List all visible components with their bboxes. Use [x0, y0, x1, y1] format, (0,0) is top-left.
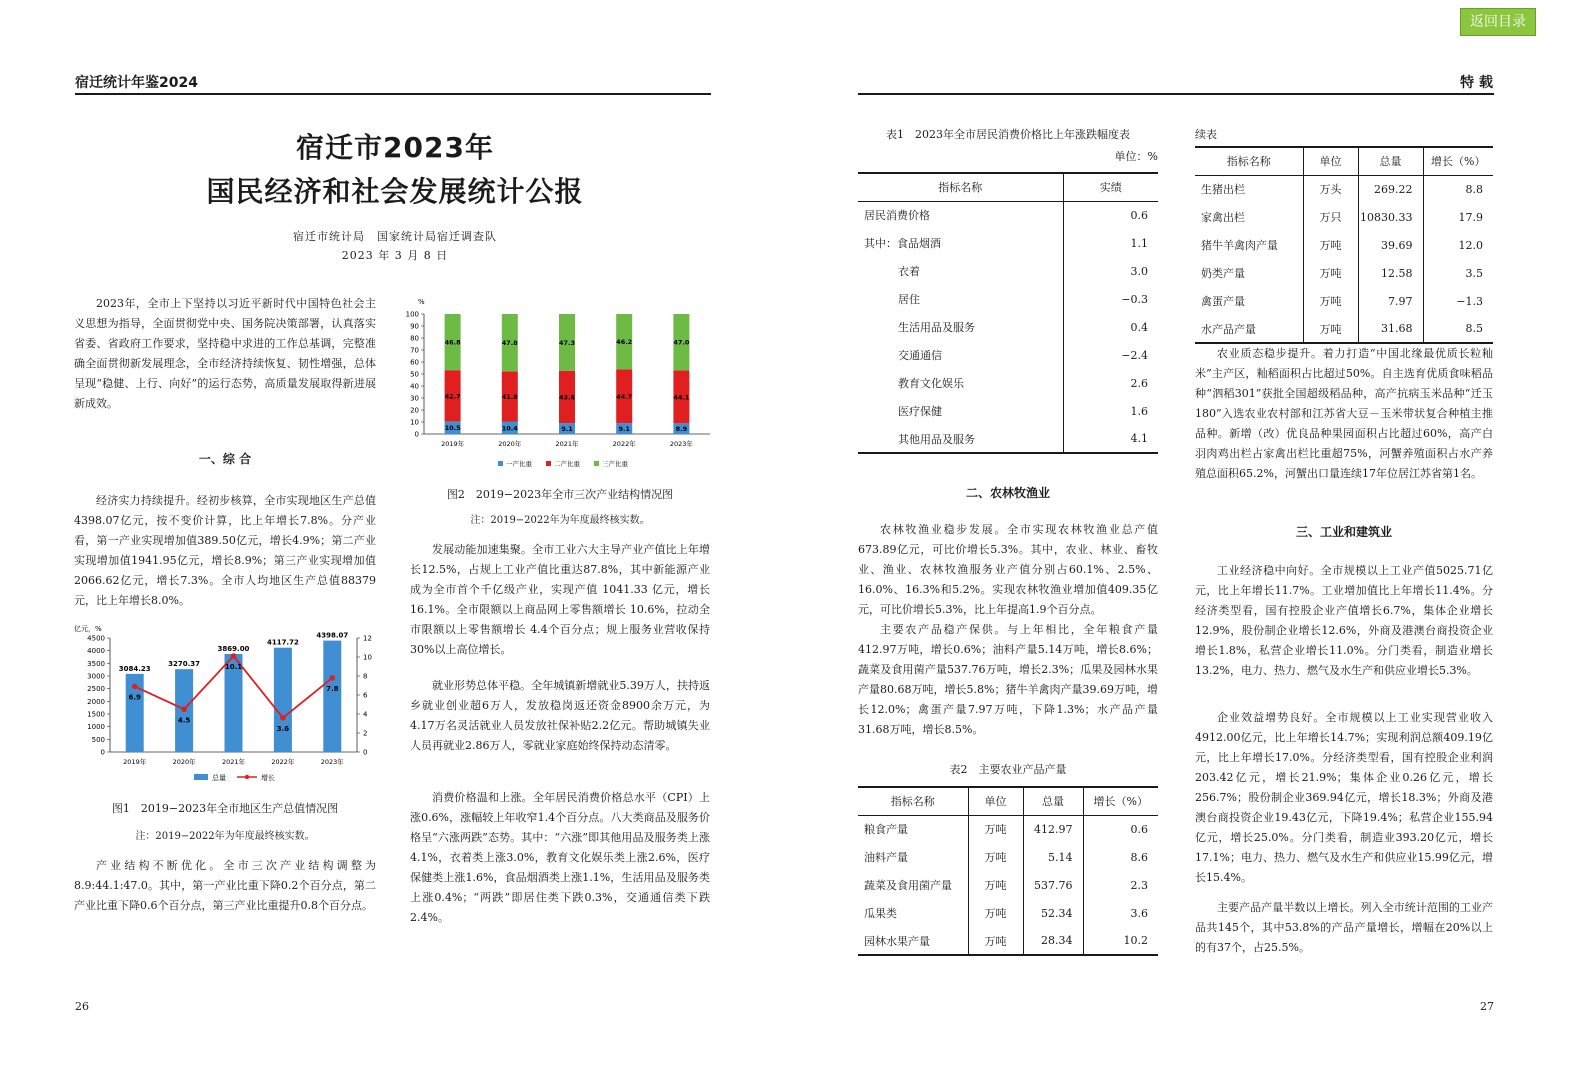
- gdp-bar-label: 4117.72: [266, 638, 299, 647]
- table-row: [858, 425, 1158, 453]
- segment-value-label: 8.9: [675, 425, 688, 434]
- indicator-name: 园林水果产量: [858, 927, 968, 955]
- right-axis-tick-label: 2: [363, 729, 368, 738]
- indicator-value: −0.3: [1121, 292, 1148, 306]
- table1-header-name: 指标名称: [858, 173, 1063, 201]
- indicator-total: 28.34: [1023, 927, 1083, 955]
- y-axis-tick-label: 70: [410, 346, 419, 355]
- figure1-note: 注：2019−2022年为年度最终核实数。: [135, 831, 315, 842]
- industry-paragraph: 工业经济稳中向好。全市规模以上工业产值5025.71亿元，比上年增长11.7%。工业增加值比上年增长11.4%。分经济类型看，国有控股企业产值增长6.7%，集体企业增长12.9%，股份制企业增长12.6%，外商及港澳台商投资企业增长1.8%，私营企业增长11.0%。分门类看，制造业增长13.2%，电力、热力、燃气及水生产和供应业增长5.3%。: [1195, 564, 1493, 677]
- y-axis-tick-label: 80: [410, 334, 419, 343]
- table-row: [858, 843, 1158, 871]
- indicator-value: 0.4: [1130, 320, 1148, 334]
- table-row: [1195, 259, 1493, 287]
- left-axis-tick-label: 500: [91, 735, 105, 744]
- table2c-header-total: 总量: [1358, 147, 1423, 175]
- prices-paragraph: 消费价格温和上涨。全年居民消费价格总水平（CPI）上涨0.6%，涨幅较上年收窄1.4个百分点。八大类商品及服务价格呈“六涨两跌”态势。其中：“六涨”即其他用品及服务类上涨4.1%，衣着类上涨3.0%，教育文化娱乐类上涨2.6%，医疗保健类上涨1.6%，食品烟酒类上涨1.1%，生活用品及服务类上涨0.4%；“两跌”即居住类下跌0.3%，交通通信类下跌2.4%。: [410, 791, 710, 924]
- products-paragraph: 主要农产品稳产保供。与上年相比，全年粮食产量412.97万吨，增长0.6%；油料产量5.14万吨，增长8.6%；蔬菜及食用菌产量537.76万吨，增长2.3%；瓜果及园林水果产量80.68万吨，增长5.8%；猪牛羊禽肉产量39.69万吨，增长12.0%；禽蛋产量7.97万吨，下降1.3%；水产品产量31.68万吨，增长8.5%。: [858, 623, 1158, 736]
- right-axis-tick-label: 8: [363, 672, 368, 681]
- industry-structure-chart: [398, 294, 718, 474]
- section2-heading: 二、农林牧渔业: [965, 486, 1050, 500]
- segment-value-label: 9.1: [561, 425, 573, 434]
- indicator-name: 生猪出栏: [1195, 175, 1303, 203]
- x-tick-label: 2020年: [172, 758, 196, 766]
- indicator-name: 居住: [858, 285, 1063, 313]
- table1-header-value: 实绩: [1063, 173, 1158, 201]
- table-row: [1195, 231, 1493, 259]
- structure-paragraph: 产业结构不断优化。全市三次产业结构调整为8.9:44.1:47.0。其中，第一产业比重下降0.2个百分点，第二产业比重下降0.6个百分点，第三产业比重提升0.8个百分点。: [74, 859, 376, 912]
- output-paragraph: 主要产品产量半数以上增长。列入全市统计范围的工业产品共145个，其中53.8%的产品产量增长，增幅在20%以上的有37个，占25.5%。: [1195, 901, 1493, 954]
- section3-heading: 三、工业和建筑业: [1295, 525, 1392, 539]
- profit-paragraph: 企业效益增势良好。全市规模以上工业实现营业收入4912.00亿元，比上年增长14.7%；实现利润总额409.19亿元，比上年增长17.0%。分经济类型看，国有控股企业利润203.42亿元，增长21.9%；集体企业0.26亿元，增长256.7%；股份制企业369.94亿元，增长18.3%；外商及港澳台商投资企业19.43亿元，下降19.4%；私营企业155.94亿元，增长25.0%。分门类看，制造业393.20亿元，增长17.1%；电力、热力、燃气及水生产和供应业15.99亿元，增长15.4%。: [1195, 711, 1493, 884]
- table-row: [858, 899, 1158, 927]
- indicator-name: 水产品产量: [1195, 315, 1303, 343]
- indicator-name: 猪牛羊禽肉产量: [1195, 231, 1303, 259]
- x-tick-label: 2023年: [320, 758, 344, 766]
- indicator-total: 12.58: [1358, 259, 1423, 287]
- table2c-header-name: 指标名称: [1195, 147, 1303, 175]
- right-axis-tick-label: 0: [363, 748, 368, 757]
- x-tick-label: 2021年: [555, 440, 579, 448]
- indicator-value: 1.1: [1130, 236, 1148, 250]
- table1-unit: 单位：%: [1114, 150, 1158, 163]
- gdp-bar-label: 3270.37: [168, 660, 201, 669]
- left-axis-tick-label: 1500: [87, 710, 105, 719]
- growth-point: [280, 715, 286, 721]
- indicator-value: −2.4: [1121, 348, 1148, 362]
- indicator-unit: 万吨: [968, 871, 1023, 899]
- indicator-total: 412.97: [1023, 815, 1083, 843]
- momentum-paragraph: 发展动能加速集聚。全市工业六大主导产业产值比上年增长12.5%，占规上工业产值比重达87.8%，其中新能源产业成为全市首个千亿级产业，实现产值 1041.33 亿元，增长 16.1%。全市限额以上商品网上零售额增长 10.6%，拉动全市限额以上零售额增长 4.4个百分点；规上服务业营收保持30%以上高位增长。: [410, 543, 710, 656]
- segment-value-label: 42.7: [444, 392, 461, 401]
- legend-label-growth: 增长: [261, 774, 275, 782]
- indicator-name: 医疗保健: [858, 397, 1063, 425]
- indicator-name: 居民消费价格: [858, 201, 1063, 229]
- gdp-bar-label: 3869.00: [217, 644, 250, 653]
- intro-paragraph: 2023年，全市上下坚持以习近平新时代中国特色社会主义思想为指导，全面贯彻党中央、国务院决策部署，认真落实省委、省政府工作要求，坚持稳中求进的工作总基调，完整准确全面贯彻新发展理念，全市经济持续恢复、韧性增强，总体呈现“稳健、上行、向好”的运行态势，高质量发展取得新进展新成效。: [74, 297, 376, 410]
- table-row: [858, 369, 1158, 397]
- segment-value-label: 43.6: [558, 393, 576, 402]
- legend-swatch-total: [194, 774, 208, 780]
- indicator-total: 52.34: [1023, 899, 1083, 927]
- left-axis-tick-label: 3500: [87, 659, 105, 668]
- right-page-number: 27: [1480, 1000, 1494, 1013]
- report-authors: 宿迁市统计局 国家统计局宿迁调查队: [293, 230, 497, 243]
- table-row: [858, 229, 1158, 257]
- gdp-bar: [323, 641, 341, 752]
- legend-label: 三产比重: [602, 460, 628, 468]
- y-axis-tick-label: 10: [410, 418, 419, 427]
- table2-header-name: 指标名称: [858, 787, 968, 815]
- table2c-header-growth: 增长（%）: [1423, 147, 1493, 175]
- figure2-caption: 图2 2019−2023年全市三次产业结构情况图: [446, 488, 674, 501]
- left-axis-tick-label: 2500: [87, 685, 105, 694]
- back-to-contents-button[interactable]: 返回目录: [1460, 8, 1536, 36]
- cpi-table: [858, 172, 1158, 454]
- indicator-total: 10830.33: [1358, 203, 1423, 231]
- indicator-growth: 8.6: [1130, 850, 1148, 864]
- figure2-note: 注：2019−2022年为年度最终核实数。: [470, 515, 650, 526]
- table-row: [858, 397, 1158, 425]
- x-tick-label: 2022年: [271, 758, 295, 766]
- left-page-number: 26: [75, 1000, 89, 1013]
- segment-value-label: 44.1: [673, 393, 690, 402]
- segment-value-label: 10.4: [501, 424, 518, 433]
- indicator-growth: 8.5: [1423, 315, 1493, 343]
- right-axis-tick-label: 4: [363, 710, 368, 719]
- x-tick-label: 2023年: [669, 440, 693, 448]
- legend-label: 二产比重: [554, 460, 580, 468]
- table-row: [1195, 175, 1493, 203]
- legend-swatch: [594, 461, 599, 466]
- growth-point-label: 3.6: [276, 724, 290, 733]
- indicator-value: 0.6: [1130, 208, 1148, 222]
- indicator-total: 537.76: [1023, 871, 1083, 899]
- left-axis-tick-label: 2000: [87, 697, 105, 706]
- indicator-unit: 万吨: [1303, 231, 1358, 259]
- gdp-bar-label: 4398.07: [316, 631, 349, 640]
- indicator-unit: 万吨: [1303, 315, 1358, 343]
- segment-value-label: 10.5: [444, 424, 461, 433]
- left-axis-tick-label: 4000: [87, 647, 105, 656]
- table-row: [858, 341, 1158, 369]
- indicator-name: 其他用品及服务: [858, 425, 1063, 453]
- segment-value-label: 47.8: [501, 339, 518, 348]
- right-axis-tick-label: 12: [363, 634, 372, 643]
- agri-paragraph: 农林牧渔业稳步发展。全市实现农林牧渔业总产值673.89亿元，可比价增长5.3%。其中，农业、林业、畜牧业、渔业、农林牧渔服务业产值分别占60.1%、2.5%、16.0%、16.3%和5.2%。实现农林牧渔业增加值409.35亿元，可比价增长5.3%，比上年提高1.9个百分点。: [858, 523, 1158, 616]
- y-axis-tick-label: 60: [410, 358, 419, 367]
- indicator-growth: 17.9: [1458, 210, 1483, 224]
- y-axis-unit: %: [418, 298, 425, 306]
- left-axis-tick-label: 4500: [87, 634, 105, 643]
- left-running-head: 宿迁统计年鉴2024: [75, 75, 198, 91]
- agri-output-table: [858, 786, 1158, 956]
- table-row: [858, 201, 1158, 229]
- left-axis-tick-label: 0: [100, 748, 105, 757]
- indicator-total: 31.68: [1358, 315, 1423, 343]
- growth-point-label: 7.8: [326, 684, 339, 693]
- legend-marker-growth: [245, 775, 249, 779]
- indicator-total: 39.69: [1358, 231, 1423, 259]
- x-tick-label: 2019年: [123, 758, 147, 766]
- indicator-growth: 3.6: [1130, 906, 1148, 920]
- x-tick-label: 2020年: [498, 440, 522, 448]
- x-tick-label: 2019年: [441, 440, 465, 448]
- segment-value-label: 47.0: [673, 338, 690, 347]
- indicator-name: 家禽出栏: [1195, 203, 1303, 231]
- indicator-unit: 万头: [1303, 175, 1358, 203]
- right-axis-tick-label: 10: [363, 653, 372, 662]
- indicator-name: 油料产量: [858, 843, 968, 871]
- y-axis-tick-label: 40: [410, 382, 419, 391]
- growth-point-label: 6.9: [128, 693, 141, 702]
- indicator-name: 其中：食品烟酒: [858, 229, 1063, 257]
- segment-value-label: 44.7: [616, 392, 633, 401]
- indicator-unit: 万只: [1303, 203, 1358, 231]
- page-title-line1: 宿迁市2023年: [296, 131, 494, 164]
- indicator-unit: 万吨: [968, 927, 1023, 955]
- table2-caption: 表2 主要农业产品产量: [949, 763, 1067, 776]
- indicator-name: 粮食产量: [858, 815, 968, 843]
- indicator-growth: 0.6: [1130, 822, 1148, 836]
- indicator-value: 2.6: [1130, 376, 1148, 390]
- indicator-name: 奶类产量: [1195, 259, 1303, 287]
- indicator-value: 4.1: [1063, 425, 1158, 453]
- table-row: [1195, 287, 1493, 315]
- employment-paragraph: 就业形势总体平稳。全年城镇新增就业5.39万人，扶持返乡就业创业超6万人，发放稳岗返还资金8900余万元，为4.17万名灵活就业人员发放社保补贴2.2亿元。帮助城镇失业人员再就业2.86万人，零就业家庭始终保持动态清零。: [410, 679, 710, 752]
- indicator-unit: 万吨: [968, 899, 1023, 927]
- gdp-chart: [72, 620, 382, 790]
- indicator-value: 3.0: [1130, 264, 1148, 278]
- left-header-rule: [75, 93, 711, 95]
- indicator-growth: −1.3: [1456, 294, 1483, 308]
- left-axis-tick-label: 1000: [87, 723, 105, 732]
- y-axis-tick-label: 90: [410, 322, 419, 331]
- table-row: [1195, 203, 1493, 231]
- indicator-growth: 3.5: [1465, 266, 1483, 280]
- growth-point: [231, 653, 237, 659]
- indicator-growth: 8.8: [1465, 182, 1483, 196]
- page-title-line2: 国民经济和社会发展统计公报: [206, 175, 584, 208]
- indicator-name: 禽蛋产量: [1195, 287, 1303, 315]
- indicator-name: 交通通信: [858, 341, 1063, 369]
- y-axis-tick-label: 0: [414, 430, 419, 439]
- right-header-rule: [858, 93, 1494, 95]
- legend-swatch: [546, 461, 551, 466]
- segment-value-label: 9.1: [618, 425, 630, 434]
- legend-swatch: [498, 461, 503, 466]
- agri-output-table-continued: [1195, 146, 1493, 344]
- growth-point: [181, 706, 187, 712]
- indicator-unit: 万吨: [1303, 287, 1358, 315]
- table-row: [858, 815, 1158, 843]
- economy-paragraph: 经济实力持续提升。经初步核算，全市实现地区生产总值4398.07亿元，按不变价计算，比上年增长7.8%。分产业看，第一产业实现增加值389.50亿元，增长4.9%；第二产业实现增加值1941.95亿元，增长8.9%；第三产业实现增加值2066.62亿元，增长7.3%。全市人均地区生产总值88379元，比上年增长8.0%。: [74, 494, 376, 607]
- indicator-unit: 万吨: [968, 843, 1023, 871]
- right-running-head: 特 载: [1460, 75, 1493, 91]
- indicator-name: 瓜果类: [858, 899, 968, 927]
- segment-value-label: 41.8: [501, 392, 518, 401]
- report-date: 2023 年 3 月 8 日: [341, 249, 449, 262]
- left-axis-unit: 亿元，%: [74, 625, 102, 633]
- quality-paragraph: 农业质态稳步提升。着力打造“中国北缘最优质长粒籼米”主产区，籼稻面积占比超过50%。自主选育优质食味稻品种“泗稻301”获批全国超级稻品种，高产抗病玉米品种“迁玉180”入选农业农村部和江苏省大豆－玉米带状复合种植主推品种。新增（改）优良品种果园面积占比超过60%，高产白羽肉鸡出栏占家禽出栏比重超75%，河蟹养殖面积占水产养殖总面积65.2%，河蟹出口量连续17年位居江苏省第1名。: [1195, 347, 1493, 480]
- indicator-name: 衣着: [858, 257, 1063, 285]
- y-axis-tick-label: 50: [410, 370, 419, 379]
- gdp-bar: [274, 648, 292, 752]
- table2-header-growth: 增长（%）: [1083, 787, 1158, 815]
- indicator-growth: 10.2: [1083, 927, 1158, 955]
- indicator-unit: 万吨: [968, 815, 1023, 843]
- y-axis-tick-label: 30: [410, 394, 419, 403]
- table-row: [858, 257, 1158, 285]
- legend-label: 一产比重: [506, 460, 532, 468]
- legend-label-total: 总量: [212, 774, 226, 782]
- table-row: [858, 285, 1158, 313]
- table-row: [858, 871, 1158, 899]
- segment-value-label: 46.2: [616, 338, 633, 347]
- gdp-bar-label: 3084.23: [118, 664, 151, 673]
- figure1-caption: 图1 2019−2023年全市地区生产总值情况图: [111, 802, 339, 815]
- table2-header-total: 总量: [1023, 787, 1083, 815]
- growth-point: [330, 675, 336, 681]
- table-row: [858, 313, 1158, 341]
- indicator-total: 7.97: [1358, 287, 1423, 315]
- indicator-name: 生活用品及服务: [858, 313, 1063, 341]
- table2-cont-caption: 续表: [1195, 128, 1217, 141]
- indicator-unit: 万吨: [1303, 259, 1358, 287]
- indicator-value: 1.6: [1130, 404, 1148, 418]
- x-tick-label: 2022年: [612, 440, 636, 448]
- right-axis-tick-label: 6: [363, 691, 368, 700]
- indicator-name: 蔬菜及食用菌产量: [858, 871, 968, 899]
- table-row: [858, 927, 1158, 955]
- y-axis-tick-label: 20: [410, 406, 419, 415]
- growth-point: [132, 684, 138, 690]
- table2c-header-unit: 单位: [1303, 147, 1358, 175]
- indicator-growth: 2.3: [1130, 878, 1148, 892]
- indicator-total: 5.14: [1023, 843, 1083, 871]
- table2-header-unit: 单位: [968, 787, 1023, 815]
- x-tick-label: 2021年: [221, 758, 246, 766]
- left-axis-tick-label: 3000: [87, 672, 105, 681]
- growth-point-label: 4.5: [177, 716, 191, 725]
- growth-point-label: 10.1: [224, 663, 243, 672]
- table1-caption: 表1 2023年全市居民消费价格比上年涨跌幅度表: [886, 128, 1130, 141]
- indicator-total: 269.22: [1358, 175, 1423, 203]
- segment-value-label: 47.3: [558, 338, 576, 347]
- section1-heading: 一、综 合: [198, 452, 252, 466]
- indicator-growth: 12.0: [1458, 238, 1483, 252]
- y-axis-tick-label: 100: [405, 310, 419, 319]
- segment-value-label: 46.8: [444, 338, 461, 347]
- table-row: [1195, 315, 1493, 343]
- indicator-name: 教育文化娱乐: [858, 369, 1063, 397]
